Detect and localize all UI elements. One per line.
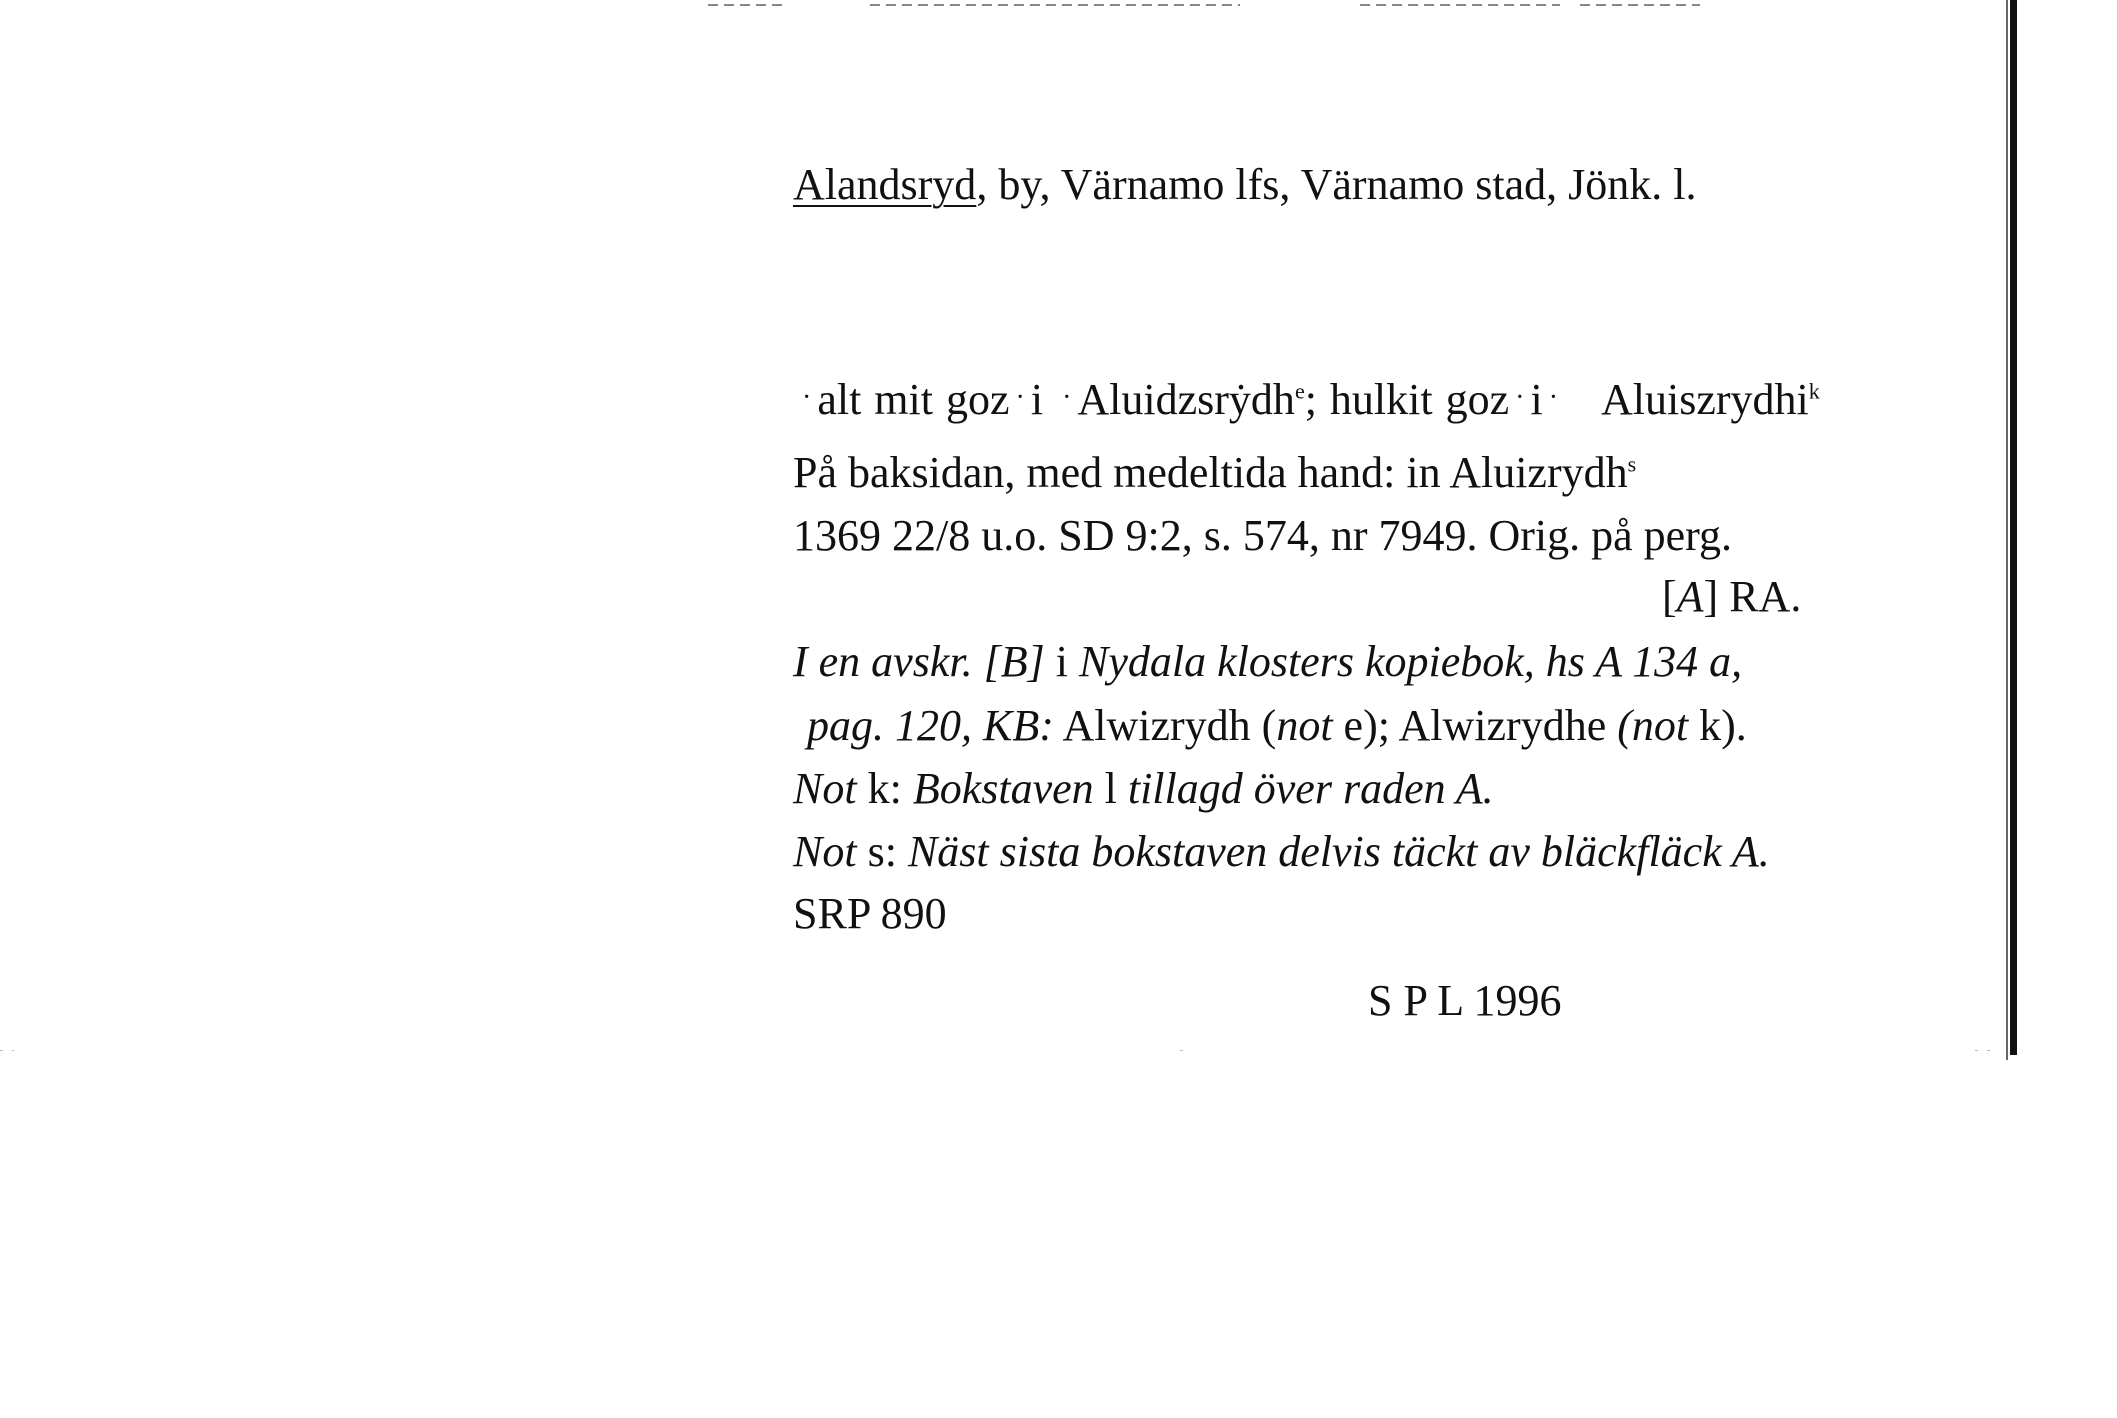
- right-edge-bar: [2010, 0, 2017, 1055]
- note-k-line: [793, 764, 1494, 813]
- note-mark: k: [1808, 378, 1820, 404]
- copy-text: i: [1055, 637, 1068, 686]
- srp-line: [793, 889, 947, 938]
- copy-text: pag. 120, KB:: [807, 701, 1054, 750]
- copy-line-2: [807, 701, 1747, 750]
- note-label: Not: [793, 827, 857, 876]
- quote-part: alt mit goz: [817, 375, 1010, 424]
- note-s-line: [793, 827, 1770, 876]
- note-text: tillagd över raden A.: [1127, 764, 1494, 813]
- interpunct: ·: [1548, 382, 1559, 413]
- note-word: not: [1631, 701, 1689, 750]
- manuscript-letter: A: [1676, 572, 1704, 621]
- variant-form: Alwizrydh: [1062, 701, 1251, 750]
- interpunct: ·: [1515, 382, 1525, 413]
- quote-part: i: [1530, 375, 1543, 424]
- note-letter: k:: [867, 764, 902, 813]
- quote-part: Aluidzsrẏdh: [1077, 375, 1295, 424]
- bottom-edge-artifact: [0, 1050, 14, 1051]
- signature-line: [1368, 976, 1562, 1025]
- archive-line: [1662, 572, 1802, 621]
- copy-text: I en avskr. [B]: [793, 637, 1045, 686]
- top-edge-artifact: [1360, 4, 1560, 6]
- paren: (: [1261, 701, 1277, 750]
- srp-number: SRP 890: [793, 889, 947, 938]
- top-edge-artifact: [708, 4, 788, 6]
- variant-form: k).: [1699, 701, 1747, 750]
- source-line: [793, 511, 1733, 560]
- interpunct: ·: [1015, 382, 1025, 413]
- right-edge-shadow: [2006, 0, 2008, 1060]
- bracket: ]: [1703, 572, 1719, 621]
- back-side-text: På baksidan, med medeltida hand: in Aluizrydh: [793, 448, 1628, 497]
- copy-text: Nydala klosters kopiebok, hs A 134 a,: [1078, 637, 1743, 686]
- top-edge-artifact: [1580, 4, 1700, 6]
- bottom-edge-artifact: [1975, 1050, 1997, 1051]
- place-name: Alandsryd: [793, 160, 977, 209]
- place-description: , by, Värnamo lfs, Värnamo stad, Jönk. l.: [976, 160, 1697, 209]
- note-text: Näst sista bokstaven delvis täckt av bläckfläck A.: [907, 827, 1770, 876]
- paren: (: [1617, 701, 1632, 750]
- note-label: Not: [793, 764, 857, 813]
- quote-line: [796, 375, 1820, 424]
- quote-part: Aluiszrydhi: [1601, 375, 1809, 424]
- note-letter: s:: [867, 827, 897, 876]
- bottom-edge-artifact: [1180, 1050, 1192, 1051]
- bracket: [: [1662, 572, 1677, 621]
- quote-part: ; hulkit goz: [1304, 375, 1510, 424]
- note-text: Bokstaven: [912, 764, 1094, 813]
- signature: S P L 1996: [1368, 976, 1562, 1025]
- note-text: l: [1104, 764, 1117, 813]
- top-edge-artifact: [870, 4, 1240, 6]
- note-word: not: [1276, 701, 1333, 750]
- interpunct: ·: [802, 382, 812, 413]
- back-side-line: [793, 448, 1637, 497]
- source-text: 1369 22/8 u.o. SD 9:2, s. 574, nr 7949. Orig. på perg.: [793, 511, 1733, 560]
- interpunct: ·: [1062, 382, 1072, 413]
- copy-line-1: [793, 637, 1743, 686]
- note-mark: e: [1294, 378, 1305, 404]
- note-mark: s: [1627, 451, 1637, 477]
- variant-form: e); Alwizrydhe: [1343, 701, 1607, 750]
- archive-abbrev: RA.: [1729, 572, 1802, 621]
- card-heading: [793, 160, 1697, 209]
- quote-part: i: [1030, 375, 1044, 424]
